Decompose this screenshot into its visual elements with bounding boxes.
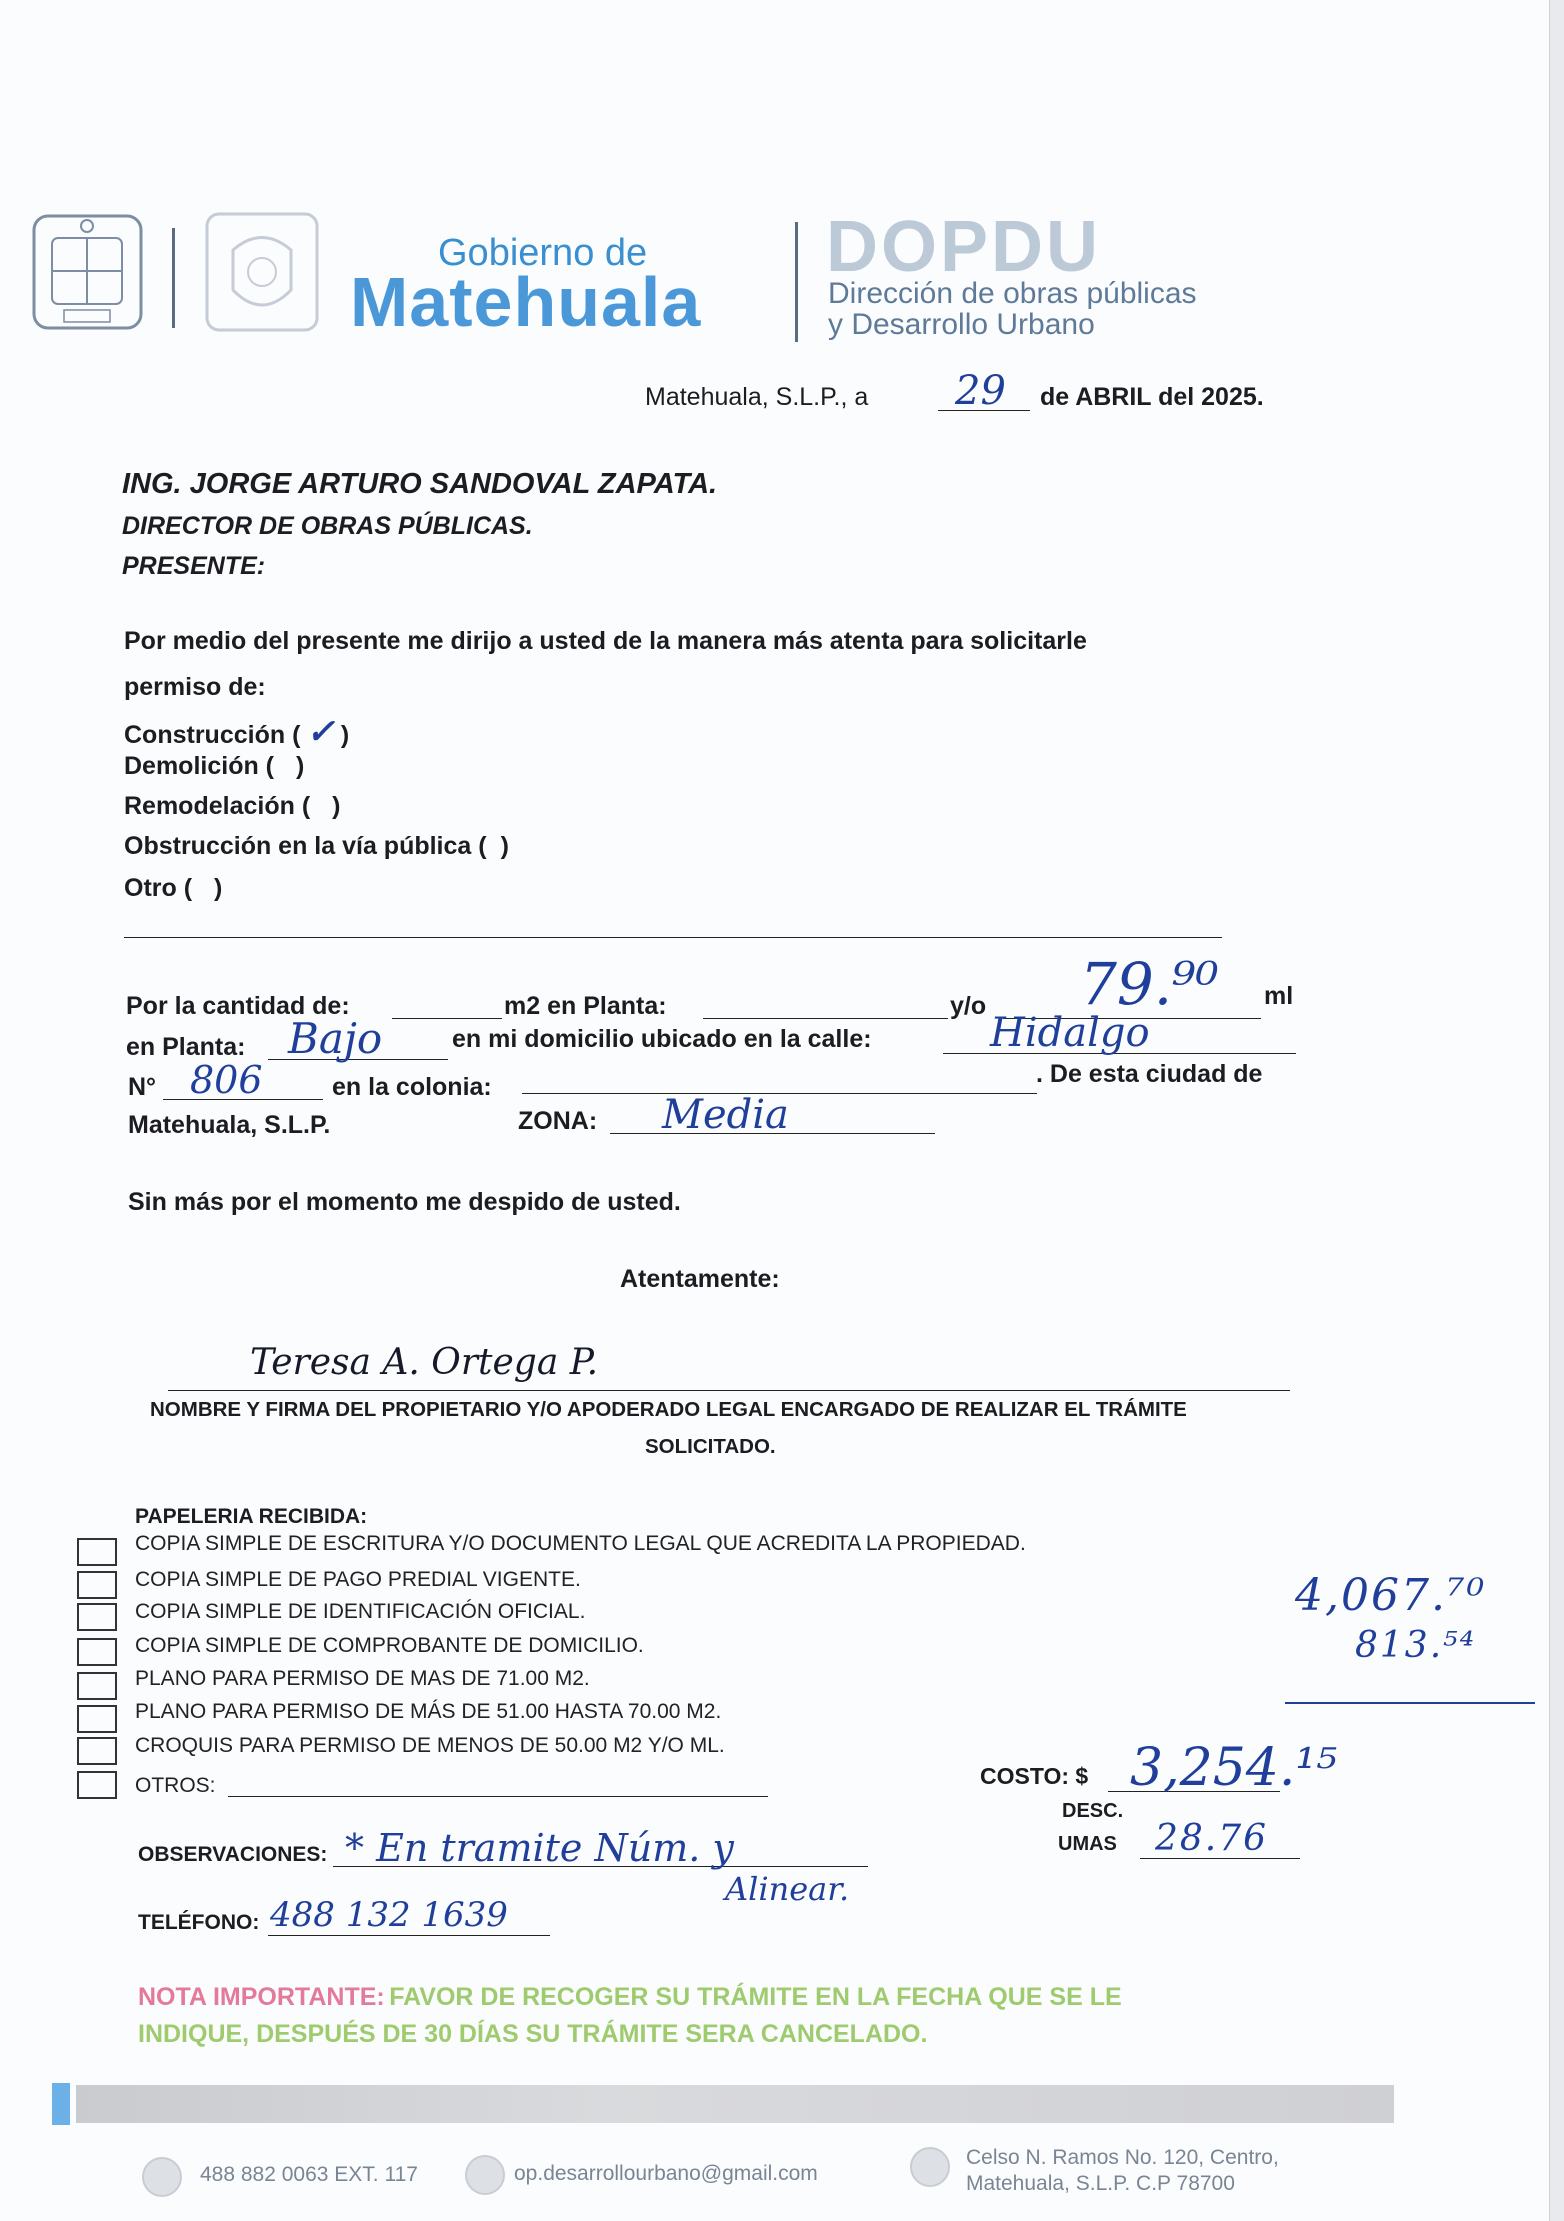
doc-item-identificacion: COPIA SIMPLE DE IDENTIFICACIÓN OFICIAL. (135, 1600, 586, 1623)
footer-address-1: Celso N. Ramos No. 120, Centro, (966, 2146, 1279, 2169)
umas-value[interactable]: 28.76 (1155, 1818, 1269, 1859)
doc-checkbox-otros[interactable] (77, 1771, 117, 1799)
matehuala-logo-text: Matehuala (350, 263, 702, 341)
header-divider (172, 228, 175, 328)
domicilio-label: en mi domicilio ubicado en la calle: (452, 1025, 872, 1053)
footer-bar (76, 2085, 1394, 2123)
otro-description-line (124, 937, 1222, 938)
yo-label: y/o (950, 992, 987, 1020)
addressee-title: DIRECTOR DE OBRAS PÚBLICAS. (122, 512, 533, 540)
email-icon (465, 2155, 505, 2195)
num-label: N° (128, 1073, 157, 1101)
doc-checkbox-predial[interactable] (77, 1571, 117, 1599)
m2-label: m2 en Planta: (504, 992, 667, 1020)
planta-label: en Planta: (126, 1033, 246, 1061)
page-edge (1549, 0, 1564, 2221)
doc-item-plano-71: PLANO PARA PERMISO DE MAS DE 71.00 M2. (135, 1667, 590, 1690)
intro-line-1: Por medio del presente me dirijo a usted de la manera más atenta para solicitarle (124, 627, 1087, 655)
doc-checkbox-domicilio[interactable] (77, 1638, 117, 1666)
nota-text-1: FAVOR DE RECOGER SU TRÁMITE EN LA FECHA QUE SE LE (389, 1983, 1122, 2011)
date-day-value[interactable]: 29 (955, 368, 1006, 414)
footer-phone: 488 882 0063 EXT. 117 (200, 2163, 418, 2186)
calle-value[interactable]: Hidalgo (990, 1010, 1150, 1056)
ml-value[interactable]: 79.⁹⁰ (1080, 950, 1219, 1018)
doc-item-predial: COPIA SIMPLE DE PAGO PREDIAL VIGENTE. (135, 1568, 581, 1591)
firma-label-2: SOLICITADO. (645, 1435, 776, 1458)
m2-blank-line[interactable] (392, 1018, 502, 1019)
coat-of-arms-logo (30, 212, 145, 332)
permit-close: ) (214, 874, 223, 902)
permit-close: ) (340, 721, 350, 749)
header-divider-2 (795, 222, 798, 342)
doc-item-otros: OTROS: (135, 1774, 216, 1797)
doc-item-escritura: COPIA SIMPLE DE ESCRITURA Y/O DOCUMENTO LEGAL QUE ACREDITA LA PROPIEDAD. (135, 1532, 1026, 1555)
ml-label: ml (1264, 982, 1294, 1010)
doc-item-domicilio: COPIA SIMPLE DE COMPROBANTE DE DOMICILIO. (135, 1634, 644, 1657)
doc-checkbox-escritura[interactable] (77, 1538, 117, 1566)
nota-text-2: INDIQUE, DESPUÉS DE 30 DÍAS SU TRÁMITE SERA CANCELADO. (138, 2020, 928, 2048)
permit-close: ) (296, 752, 305, 780)
permit-close: ) (332, 792, 341, 820)
addressee-name: ING. JORGE ARTURO SANDOVAL ZAPATA. (122, 468, 718, 500)
direccion-line-1: Dirección de obras públicas (828, 277, 1197, 310)
check-mark-icon: ✓ (306, 712, 335, 752)
signature-line (168, 1390, 1290, 1391)
footer-accent (52, 2083, 70, 2125)
firma-label-1: NOMBRE Y FIRMA DEL PROPIETARIO Y/O APODERADO LEGAL ENCARGADO DE REALIZAR EL TRÁMITE (150, 1398, 1187, 1421)
telefono-value[interactable]: 488 132 1639 (270, 1895, 508, 1935)
permit-demolicion[interactable] (124, 752, 304, 781)
observaciones-label: OBSERVACIONES: (138, 1843, 328, 1866)
nota-important-label: NOTA IMPORTANTE: (138, 1983, 385, 2011)
doc-checkbox-identificacion[interactable] (77, 1603, 117, 1631)
observaciones-value-2[interactable]: Alinear. (725, 1870, 850, 1908)
otros-line[interactable] (228, 1796, 768, 1797)
permit-label: Otro ( (124, 874, 193, 902)
subtraction-line (1285, 1702, 1535, 1704)
location-icon (910, 2147, 950, 2187)
zona-value[interactable]: Media (662, 1092, 789, 1138)
doc-item-plano-51: PLANO PARA PERMISO DE MÁS DE 51.00 HASTA 70.00 M2. (135, 1700, 722, 1723)
permit-otro[interactable] (124, 874, 222, 903)
atentamente-text: Atentamente: (620, 1265, 780, 1293)
num-value[interactable]: 806 (190, 1058, 263, 1102)
footer-email: op.desarrollourbano@gmail.com (514, 2162, 818, 2185)
zona-label: ZONA: (518, 1107, 598, 1135)
permit-close: ) (500, 832, 509, 860)
cantidad-label: Por la cantidad de: (126, 992, 350, 1020)
amount-1-handwritten: 4,067.⁷⁰ (1295, 1570, 1487, 1621)
doc-checkbox-plano-51[interactable] (77, 1705, 117, 1733)
seal-icon (203, 210, 321, 334)
planta-value[interactable]: Bajo (288, 1014, 383, 1063)
umas-label: UMAS (1058, 1833, 1117, 1855)
colonia-label: en la colonia: (332, 1073, 492, 1101)
permit-construccion[interactable] (124, 712, 349, 752)
direccion-line-2: y Desarrollo Urbano (828, 308, 1095, 341)
permit-obstruccion[interactable] (124, 832, 509, 861)
amount-2-handwritten: 813.⁵⁴ (1355, 1625, 1477, 1666)
footer-address-2: Matehuala, S.L.P. C.P 78700 (966, 2172, 1235, 2195)
doc-checkbox-croquis[interactable] (77, 1737, 117, 1765)
doc-checkbox-plano-71[interactable] (77, 1672, 117, 1700)
permit-label: Demolición ( (124, 752, 275, 780)
costo-value[interactable]: 3,254.¹⁵ (1130, 1738, 1338, 1798)
desc-label: DESC. (1062, 1800, 1124, 1822)
ciudad-line-2: Matehuala, S.L.P. (128, 1111, 331, 1139)
telefono-line (268, 1935, 550, 1936)
papeleria-title: PAPELERIA RECIBIDA: (135, 1505, 368, 1528)
despedida-text: Sin más por el momento me despido de usted. (128, 1188, 681, 1216)
doc-item-croquis: CROQUIS PARA PERMISO DE MENOS DE 50.00 M2 Y/O ML. (135, 1734, 725, 1757)
planta-blank-line[interactable] (703, 1018, 948, 1019)
dopdu-logo-text: DOPDU (826, 207, 1102, 287)
telefono-label: TELÉFONO: (138, 1911, 260, 1934)
gobierno-de-text: Gobierno de (438, 232, 648, 274)
permit-remodelacion[interactable] (124, 792, 340, 821)
signature-handwritten: Teresa A. Ortega P. (250, 1342, 599, 1383)
intro-line-2: permiso de: (124, 673, 266, 701)
phone-icon (142, 2157, 182, 2197)
costo-label: COSTO: $ (980, 1763, 1089, 1789)
permit-label: Remodelación ( (124, 792, 311, 820)
permit-label: Obstrucción en la vía pública ( (124, 832, 487, 860)
date-prefix: Matehuala, S.L.P., a (645, 383, 869, 411)
ciudad-label: . De esta ciudad de (1036, 1060, 1263, 1088)
observaciones-value-1[interactable]: * En tramite Núm. y (345, 1826, 734, 1870)
nota-line-1 (138, 1983, 1122, 2012)
date-suffix: de ABRIL del 2025. (1040, 383, 1264, 411)
permit-label: Construcción ( (124, 721, 301, 749)
addressee-presente: PRESENTE: (122, 552, 266, 580)
